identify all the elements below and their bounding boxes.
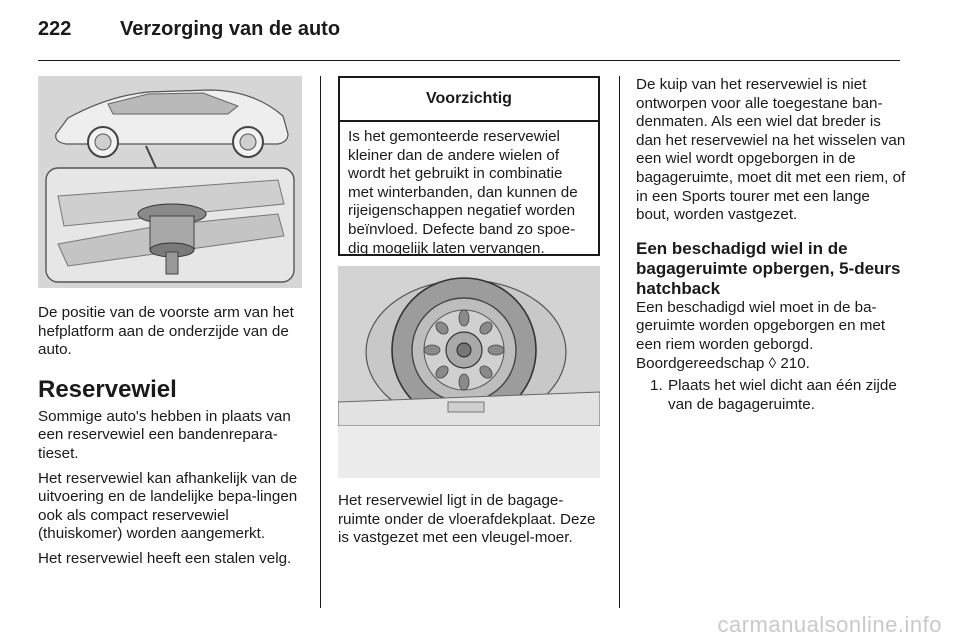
figure-caption-spare-wheel: Het reservewiel ligt in de bagage-ruimte onder de vloerafdekplaat. Deze is vastgezet met een vleugel-moer. bbox=[338, 492, 596, 547]
watermark: carmanualsonline.info bbox=[717, 612, 942, 637]
spare-wheel-illustration bbox=[338, 266, 600, 478]
page-reference-icon: ◊ bbox=[768, 354, 777, 372]
column-divider-left bbox=[320, 76, 321, 608]
column-divider-right bbox=[619, 76, 620, 608]
page-number: 222 bbox=[38, 18, 72, 40]
header-rule bbox=[38, 60, 900, 61]
lifting-point-illustration bbox=[38, 76, 302, 288]
step-list bbox=[636, 377, 906, 414]
intro-paragraph: De kuip van het reservewiel is niet ontworpen voor alle toegestane ban-denmaten. Als een wiel dat breder is dan het reservewiel na het wisselen van een wiel wordt opgeborgen in de bagageruimte, moet dit met een riem, of in een Sports tourer met een lange bout, worden vastgezet. bbox=[636, 76, 906, 224]
column-3 bbox=[636, 76, 906, 414]
column-1 bbox=[38, 304, 308, 575]
step-number: 1. bbox=[650, 377, 663, 395]
sub-heading-damaged-wheel: Een beschadigd wiel in de bagageruimte opbergen, 5-deurs hatchback bbox=[636, 238, 901, 298]
caution-body: Is het gemonteerde reservewiel kleiner dan de andere wielen of wordt het gebruikt in combinatie met winterbanden, dan kunnen de rijeigenschappen negatief worden beïnvloed. Defecte band zo spoe-dig mogelijk laten vervangen. bbox=[348, 128, 578, 257]
page-header bbox=[38, 16, 900, 62]
lifting-point-figure bbox=[38, 76, 302, 288]
instruction-paragraph bbox=[636, 299, 906, 373]
caution-title: Voorzichtig bbox=[340, 78, 598, 122]
page-title: Verzorging van de auto bbox=[120, 18, 341, 40]
paragraph: Sommige auto's hebben in plaats van een reservewiel een bandenrepara-tieset. bbox=[38, 407, 291, 462]
paragraph: Het reservewiel kan afhankelijk van de uitvoering en de landelijke bepa-lingen ook als compact reservewiel (thuiskomer) worden aangemerkt. bbox=[38, 469, 298, 543]
instruction-text: Een beschadigd wiel moet in de ba-geruimte worden opgeborgen en met een riem worden geborgd. Boordgereedschap bbox=[636, 298, 886, 372]
section-heading-reservewiel: Reservewiel bbox=[38, 375, 177, 403]
column-2-caption bbox=[338, 492, 600, 554]
paragraph: Het reservewiel heeft een stalen velg. bbox=[38, 549, 292, 567]
figure-caption-lifting: De positie van de voorste arm van het hefplatform aan de onderzijde van de auto. bbox=[38, 304, 294, 359]
step-text: Plaats het wiel dicht aan één zijde van de bagageruimte. bbox=[668, 377, 897, 413]
page-reference-link[interactable]: 210. bbox=[780, 354, 810, 372]
spare-wheel-figure bbox=[338, 266, 600, 478]
caution-box bbox=[338, 76, 600, 256]
